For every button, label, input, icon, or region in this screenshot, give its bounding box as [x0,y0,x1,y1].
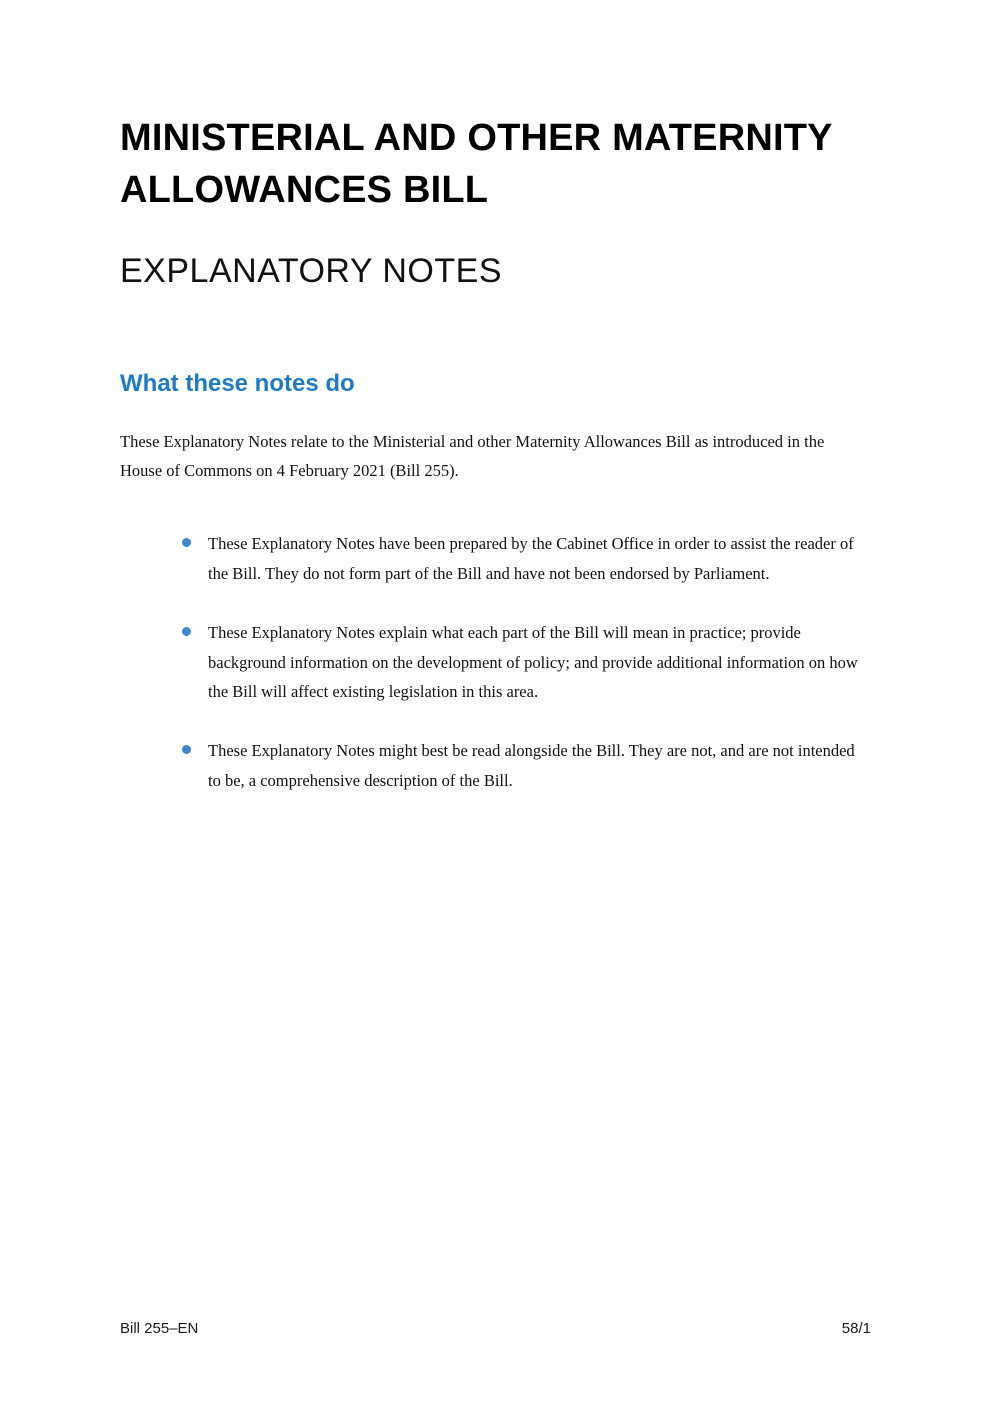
bullet-icon [182,745,191,754]
bullet-item [120,618,871,706]
bullet-text: These Explanatory Notes have been prepared by the Cabinet Office in order to assist the reader of the Bill. They do not form part of the Bill and have not been endorsed by Parliament. [208,534,854,583]
footer-page-number: 58/1 [841,1320,871,1337]
bullet-text: These Explanatory Notes explain what each part of the Bill will mean in practice; provide background information on the development of policy; and provide additional information on how the Bill will affect existing legislation in this area. [208,623,858,701]
bullet-text: These Explanatory Notes might best be read alongside the Bill. They are not, and are not intended to be, a comprehensive description of the Bill. [208,741,855,790]
bullet-icon [182,538,191,547]
document-title: MINISTERIAL AND OTHER MATERNITY ALLOWANCES BILL [120,117,833,212]
page-footer [120,1320,871,1337]
bullet-item [120,529,871,588]
bullet-icon [182,627,191,636]
section-heading: What these notes do [120,369,355,397]
document-subtitle: EXPLANATORY NOTES [120,251,503,290]
intro-paragraph: These Explanatory Notes relate to the Ministerial and other Maternity Allowances Bill as introduced in the House of Commons on 4 February 2021 (Bill 255). [120,431,825,480]
footer-bill-number: Bill 255–EN [120,1320,199,1337]
bullet-item [120,736,871,795]
bullet-list [120,529,871,795]
